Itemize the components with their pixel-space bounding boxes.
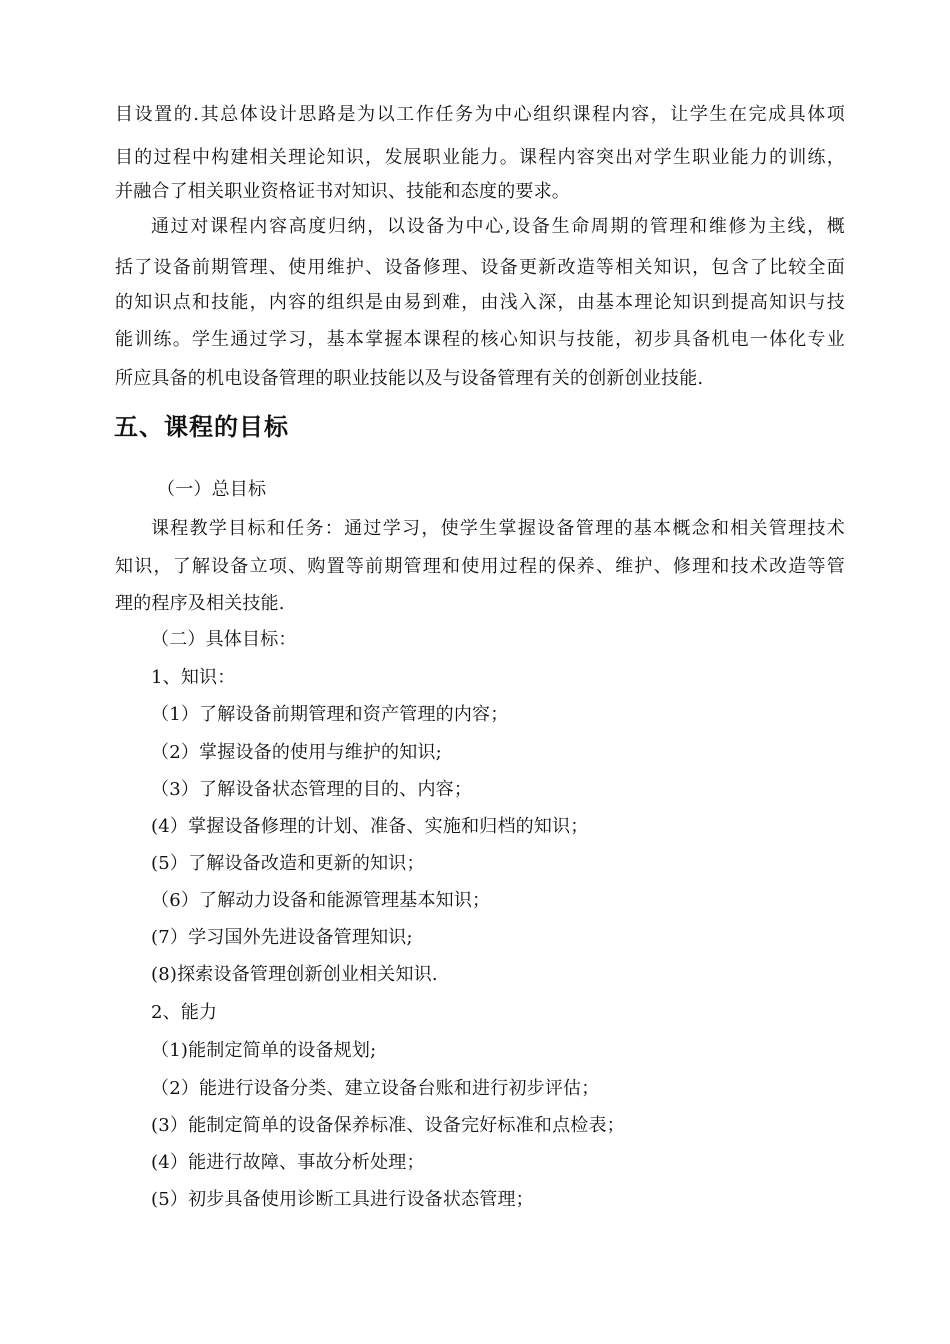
- paragraph-2-line-4: 能训练。学生通过学习，基本掌握本课程的核心知识与技能，初步具备机电一体化专业: [115, 329, 845, 350]
- paragraph-2-line-2: 括了设备前期管理、使用维护、设备修理、设备更新改造等相关知识，包含了比较全面: [115, 257, 845, 278]
- section-heading: 五、课程的目标: [114, 413, 289, 441]
- general-goal-line-2: 知识，了解设备立项、购置等前期管理和使用过程的保养、维护、修理和技术改造等管: [115, 556, 845, 577]
- ability-item: （1)能制定简单的设备规划;: [151, 1040, 377, 1061]
- knowledge-item: (8)探索设备管理创新创业相关知识.: [151, 964, 438, 985]
- paragraph-2-line-1: 通过对课程内容高度归纳，以设备为中心,设备生命周期的管理和维修为主线，概: [151, 216, 845, 237]
- paragraph-2-line-3: 的知识点和技能，内容的组织是由易到难，由浅入深，由基本理论知识到提高知识与技: [115, 292, 845, 313]
- ability-title: 2、能力: [151, 1002, 218, 1023]
- knowledge-item: (5）了解设备改造和更新的知识；: [151, 853, 425, 874]
- general-goal-line-1: 课程教学目标和任务：通过学习，使学生掌握设备管理的基本概念和相关管理技术: [151, 518, 845, 539]
- paragraph-2-line-5: 所应具备的机电设备管理的职业技能以及与设备管理有关的创新创业技能.: [115, 368, 704, 389]
- knowledge-title: 1、知识：: [151, 667, 236, 688]
- general-goal-line-3: 理的程序及相关技能.: [115, 593, 285, 614]
- ability-item: （2）能进行设备分类、建立设备台账和进行初步评估；: [151, 1078, 600, 1099]
- ability-item: (5）初步具备使用诊断工具进行设备状态管理；: [151, 1189, 534, 1210]
- ability-item: (4）能进行故障、事故分析处理；: [151, 1152, 425, 1173]
- paragraph-1-line-2: 目的过程中构建相关理论知识，发展职业能力。课程内容突出对学生职业能力的训练，: [115, 147, 845, 168]
- ability-item: (3）能制定简单的设备保养标准、设备完好标准和点检表；: [151, 1115, 625, 1136]
- paragraph-1-line-1: 目设置的.其总体设计思路是为以工作任务为中心组织课程内容，让学生在完成具体项: [115, 104, 845, 125]
- knowledge-item: (4）掌握设备修理的计划、准备、实施和归档的知识；: [151, 816, 589, 837]
- knowledge-item: （2）掌握设备的使用与维护的知识;: [151, 742, 442, 763]
- knowledge-item: （6）了解动力设备和能源管理基本知识；: [151, 890, 491, 911]
- paragraph-1-line-3: 并融合了相关职业资格证书对知识、技能和态度的要求。: [115, 181, 570, 202]
- general-goal-title: （一）总目标: [157, 479, 267, 500]
- specific-goal-title: （二）具体目标：: [151, 629, 297, 650]
- knowledge-item: (7）学习国外先进设备管理知识;: [151, 927, 413, 948]
- knowledge-item: （1）了解设备前期管理和资产管理的内容；: [151, 704, 509, 725]
- knowledge-item: （3）了解设备状态管理的目的、内容；: [151, 779, 473, 800]
